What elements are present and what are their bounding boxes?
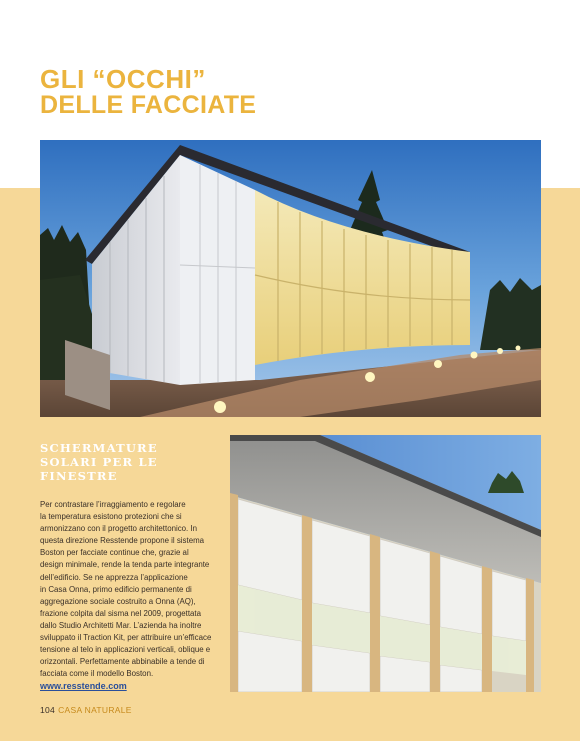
- headline-line-2: DELLE FACCIATE: [40, 91, 257, 119]
- headline-line-1: GLI “OCCHI”: [40, 64, 206, 94]
- body-line: la temperatura esistono protezioni che si: [40, 512, 182, 522]
- subheading-line-3: FINESTRE: [40, 469, 118, 483]
- facade-screens-photo: [230, 435, 541, 692]
- subheading-line-1: SCHERMATURE: [40, 441, 158, 455]
- page-number: 104: [40, 705, 56, 715]
- body-line: Boston per facciate continue che, grazie al: [40, 548, 189, 558]
- body-line: orizzontali. Perfettamente abbinabile a tende di: [40, 657, 205, 667]
- company-website-link[interactable]: www.resstende.com: [40, 681, 127, 691]
- body-line: in Casa Onna, primo edificio permanente di: [40, 584, 192, 594]
- subheading-line-2: SOLARI PER LE: [40, 455, 158, 469]
- body-line: dallo Studio Architetti Mar. L’azienda ha inoltre: [40, 620, 202, 630]
- body-line: facciata come il modello Boston.: [40, 669, 154, 679]
- building-photo-main: [40, 140, 541, 417]
- body-line: design minimale, rende la tenda parte integrante: [40, 560, 210, 570]
- body-line: Per contrastare l’irraggiamento e regolare: [40, 500, 186, 509]
- body-line: tensione al telo in applicazioni verticali, oblique e: [40, 645, 211, 655]
- body-line: sviluppato il Traction Kit, per attribuire un’efficace: [40, 633, 212, 643]
- body-line: armonizzano con il progetto architettonico. In: [40, 524, 198, 534]
- page-footer: [40, 705, 132, 715]
- magazine-name: CASA NATURALE: [58, 705, 132, 715]
- body-line: dell’edificio. Se ne apprezza l’applicazione: [40, 572, 188, 582]
- section-subheading: [40, 441, 220, 483]
- body-line: frazione colpita dal sisma nel 2009, progettata: [40, 608, 201, 618]
- article-headline: [40, 66, 256, 118]
- article-body: [40, 499, 225, 680]
- body-line: questa direzione Resstende propone il sistema: [40, 536, 205, 546]
- body-line: aggregazione sociale costruito a Onna (AQ),: [40, 596, 196, 606]
